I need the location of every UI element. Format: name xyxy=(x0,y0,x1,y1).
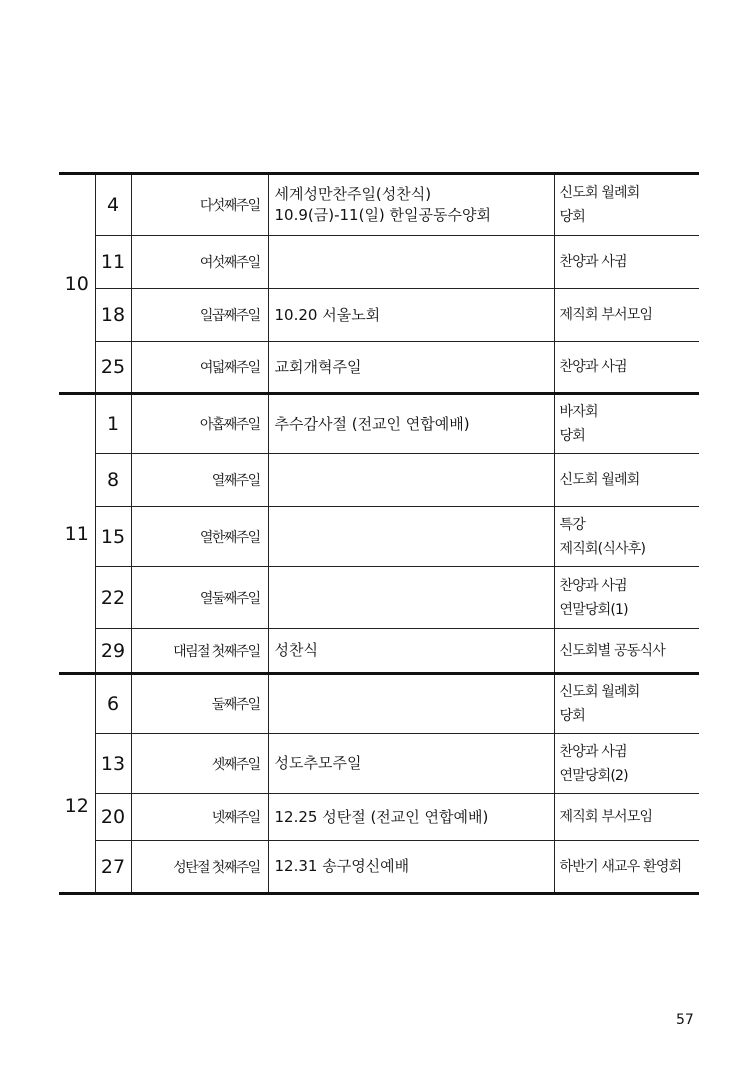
note-line: 신도회 월례회 xyxy=(559,185,640,201)
event-line: 성도추모주일 xyxy=(274,754,362,772)
note-cell xyxy=(554,289,699,342)
table-row xyxy=(59,454,699,507)
table-row xyxy=(59,236,699,289)
note-line: 바자회 xyxy=(559,404,598,420)
note-cell xyxy=(554,174,699,236)
day-cell: 4 xyxy=(95,174,131,236)
day-cell: 11 xyxy=(95,236,131,289)
note-cell xyxy=(554,794,699,841)
month-label: 12 xyxy=(64,794,89,817)
table-row xyxy=(59,674,699,734)
day-cell: 27 xyxy=(95,841,131,894)
table-row xyxy=(59,794,699,841)
event-cell xyxy=(268,567,554,629)
note-line: 제직회(식사후) xyxy=(559,540,646,557)
month-label: 11 xyxy=(64,522,89,545)
week-cell: 다섯째주일 xyxy=(131,174,268,236)
note-line: 찬양과 사귐 xyxy=(559,743,627,760)
note-line: 신도회 월례회 xyxy=(559,472,640,488)
day-cell: 29 xyxy=(95,629,131,674)
week-cell: 여덟째주일 xyxy=(131,342,268,394)
note-cell xyxy=(554,567,699,629)
note-line: 신도회별 공동식사 xyxy=(559,642,665,659)
week-cell: 열한째주일 xyxy=(131,507,268,567)
event-line: 10.20 서울노회 xyxy=(274,305,381,324)
week-cell: 넷째주일 xyxy=(131,794,268,841)
event-cell xyxy=(268,394,554,454)
month-cell xyxy=(59,674,95,894)
note-cell xyxy=(554,841,699,894)
month-cell xyxy=(59,174,95,394)
table-row xyxy=(59,289,699,342)
note-line: 특강 xyxy=(559,516,585,533)
table-row xyxy=(59,394,699,454)
day-cell: 13 xyxy=(95,734,131,794)
week-cell: 아홉째주일 xyxy=(131,394,268,454)
note-line: 찬양과 사귐 xyxy=(559,577,627,594)
event-line: 10.9(금)-11(일) 한일공동수양회 xyxy=(274,206,491,224)
event-line: 12.31 송구영신예배 xyxy=(274,857,410,875)
note-line: 하반기 새교우 환영회 xyxy=(559,858,682,875)
event-line: 세계성만찬주일(성찬식) xyxy=(274,185,432,203)
event-cell xyxy=(268,454,554,507)
note-line: 제직회 부서모임 xyxy=(559,809,653,825)
event-cell xyxy=(268,841,554,894)
note-line: 신도회 월례회 xyxy=(559,684,640,700)
week-cell: 성탄절 첫째주일 xyxy=(131,841,268,894)
schedule-table xyxy=(59,172,699,895)
table-row xyxy=(59,507,699,567)
table-row xyxy=(59,629,699,674)
table-row xyxy=(59,174,699,236)
month-cell xyxy=(59,394,95,674)
table-row xyxy=(59,841,699,894)
day-cell: 8 xyxy=(95,454,131,507)
week-cell: 둘째주일 xyxy=(131,674,268,734)
table-row xyxy=(59,734,699,794)
day-cell: 22 xyxy=(95,567,131,629)
note-line: 당회 xyxy=(559,209,585,225)
event-cell xyxy=(268,629,554,674)
event-cell xyxy=(268,794,554,841)
note-line: 연말당회(2) xyxy=(559,767,628,784)
event-cell xyxy=(268,236,554,289)
week-cell: 셋째주일 xyxy=(131,734,268,794)
day-cell: 6 xyxy=(95,674,131,734)
table-row xyxy=(59,567,699,629)
note-line: 당회 xyxy=(559,708,585,724)
note-line: 제직회 부서모임 xyxy=(559,307,653,323)
note-cell xyxy=(554,342,699,394)
event-line: 성찬식 xyxy=(274,641,318,659)
note-cell xyxy=(554,394,699,454)
note-cell xyxy=(554,236,699,289)
table-row xyxy=(59,342,699,394)
note-line: 찬양과 사귐 xyxy=(559,254,627,270)
event-line: 12.25 성탄절 (전교인 연합예배) xyxy=(274,807,489,826)
day-cell: 25 xyxy=(95,342,131,394)
event-cell xyxy=(268,342,554,394)
event-line: 교회개혁주일 xyxy=(274,357,362,376)
page-number: 57 xyxy=(676,1012,694,1028)
day-cell: 15 xyxy=(95,507,131,567)
note-line: 찬양과 사귐 xyxy=(559,359,627,375)
week-cell: 일곱째주일 xyxy=(131,289,268,342)
note-cell xyxy=(554,507,699,567)
event-cell xyxy=(268,674,554,734)
note-cell xyxy=(554,674,699,734)
note-line: 당회 xyxy=(559,428,585,444)
event-cell xyxy=(268,289,554,342)
day-cell: 18 xyxy=(95,289,131,342)
note-cell xyxy=(554,629,699,674)
day-cell: 1 xyxy=(95,394,131,454)
event-cell xyxy=(268,734,554,794)
event-line: 추수감사절 (전교인 연합예배) xyxy=(274,414,470,433)
note-line: 연말당회(1) xyxy=(559,601,628,618)
week-cell: 열째주일 xyxy=(131,454,268,507)
week-cell: 대림절 첫째주일 xyxy=(131,629,268,674)
month-label: 10 xyxy=(64,272,89,295)
note-cell xyxy=(554,734,699,794)
week-cell: 열둘째주일 xyxy=(131,567,268,629)
event-cell xyxy=(268,174,554,236)
event-cell xyxy=(268,507,554,567)
week-cell: 여섯째주일 xyxy=(131,236,268,289)
day-cell: 20 xyxy=(95,794,131,841)
note-cell xyxy=(554,454,699,507)
